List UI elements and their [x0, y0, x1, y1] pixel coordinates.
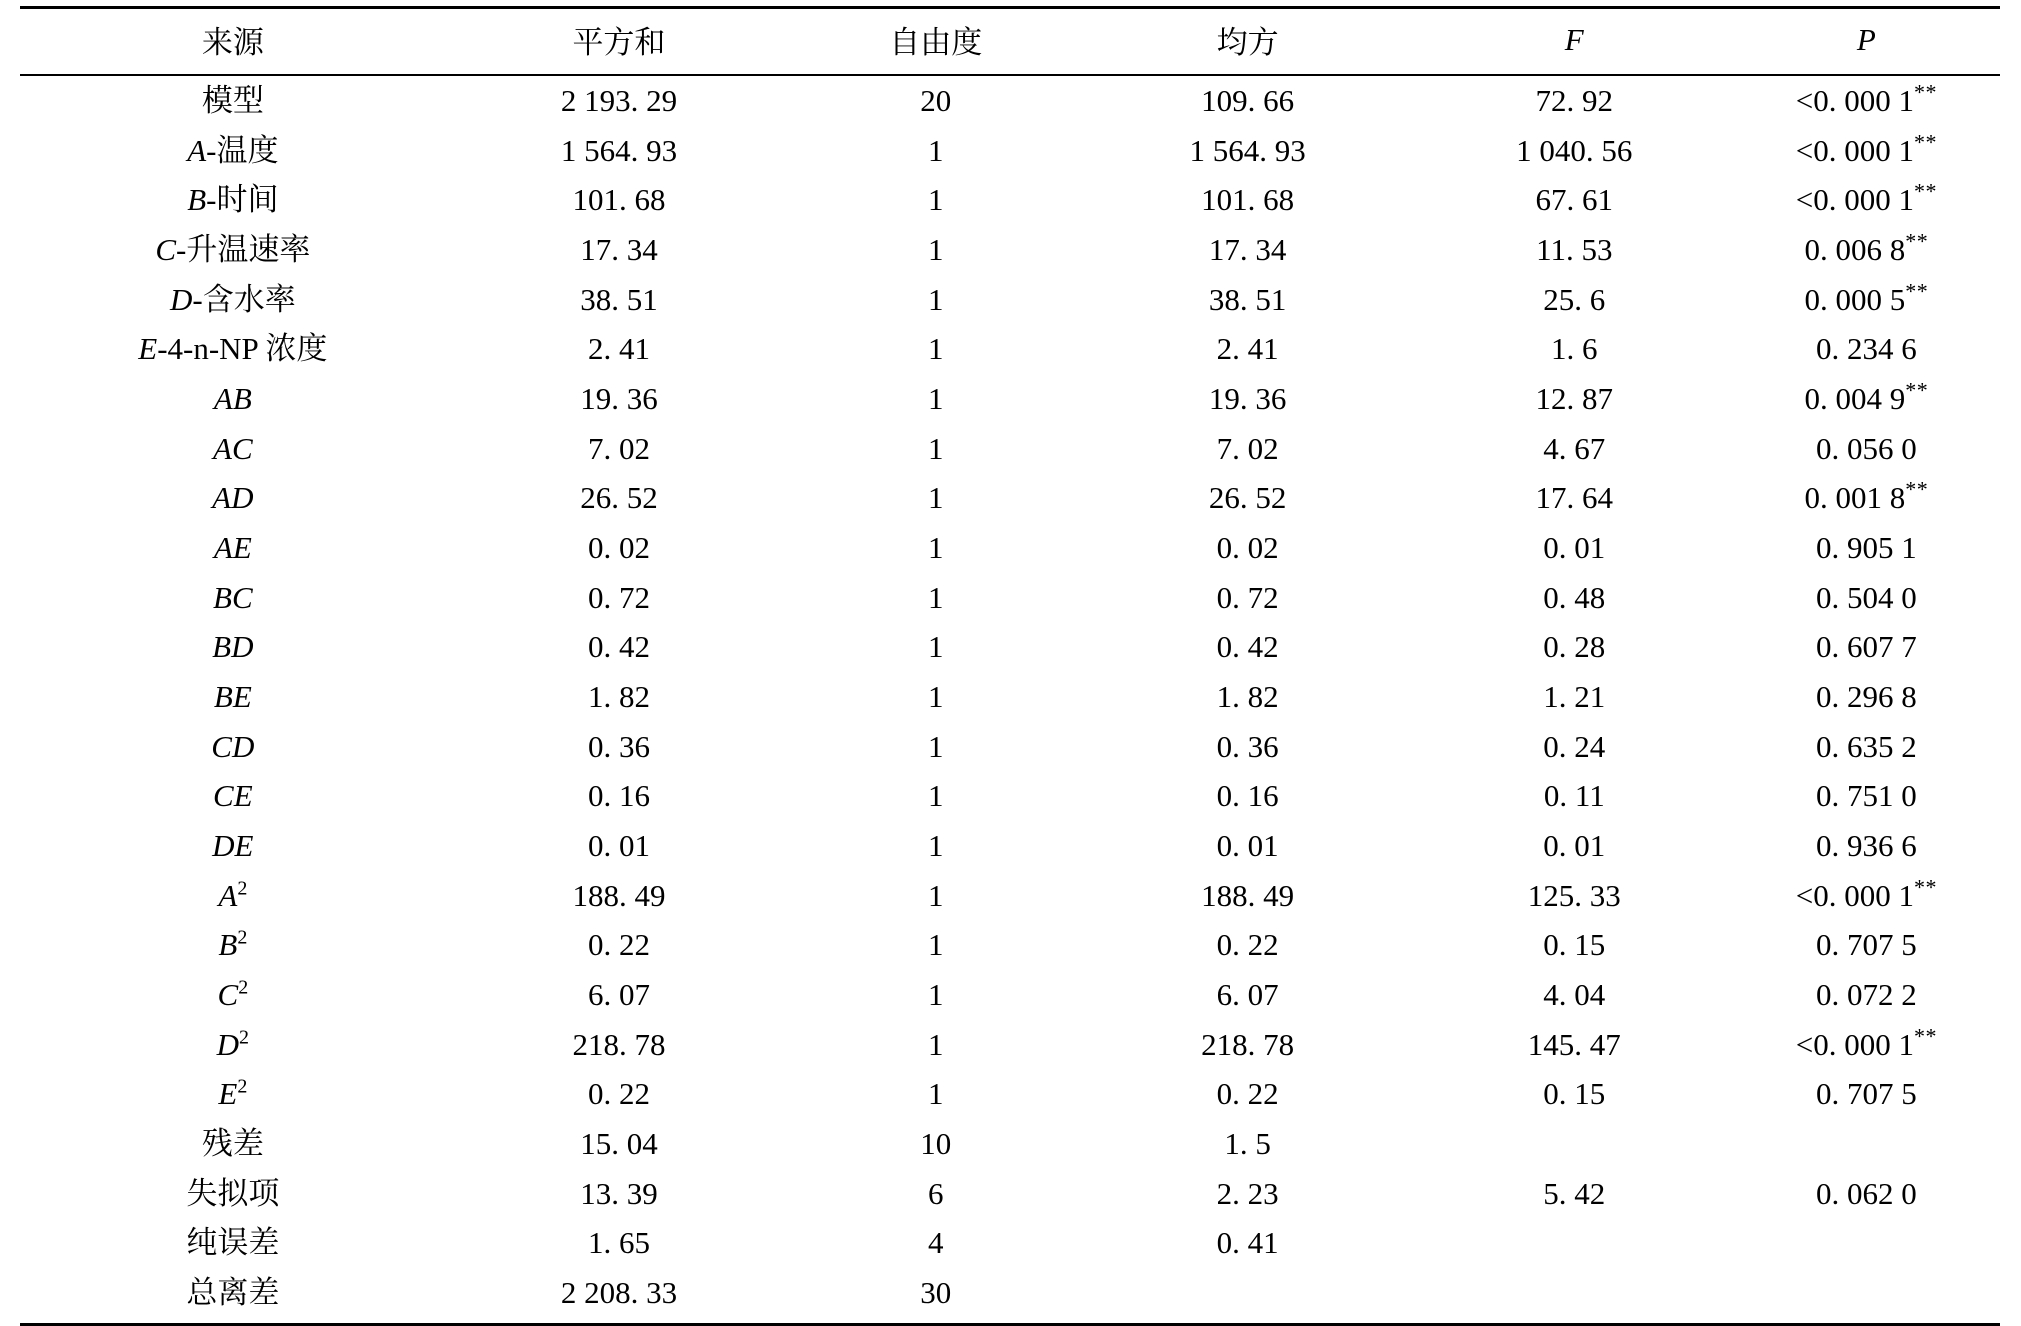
cell-f-value: 0. 24 [1543, 728, 1606, 764]
cell-sum-of-squares: 26. 52 [580, 480, 658, 516]
cell-degrees-of-freedom: 1 [927, 232, 944, 268]
cell-source: AD [212, 480, 254, 516]
cell-f-value: 67. 61 [1535, 182, 1614, 218]
cell-source: 模型 [201, 83, 264, 118]
cell-p-value: 0. 707 5 [1815, 927, 1917, 963]
cell-p-value: 0. 504 0 [1815, 579, 1917, 615]
cell-p-value: 0. 635 2 [1815, 728, 1917, 764]
table-row [20, 275, 2000, 325]
cell-p-value: 0. 001 8** [1804, 477, 1929, 516]
column-header-degrees-of-freedom: 自由度 [792, 8, 1079, 76]
cell-sum-of-squares: 0. 42 [587, 629, 650, 665]
cell-sum-of-squares: 17. 34 [580, 232, 658, 268]
table-row [20, 523, 2000, 573]
cell-p-value: 0. 000 5** [1804, 278, 1929, 317]
cell-f-value: 12. 87 [1535, 381, 1614, 417]
table-row [20, 1268, 2000, 1324]
cell-source: D-含水率 [169, 281, 296, 317]
cell-source: CE [213, 778, 253, 814]
cell-f-value: 11. 53 [1536, 232, 1613, 268]
cell-f-value [1416, 1218, 1733, 1268]
cell-f-value: 0. 01 [1543, 828, 1606, 864]
cell-f-value: 125. 33 [1527, 877, 1621, 913]
cell-degrees-of-freedom: 1 [927, 182, 944, 218]
cell-f-value [1416, 1119, 1733, 1169]
cell-p-value: <0. 000 1** [1795, 1023, 1937, 1062]
cell-sum-of-squares: 0. 36 [587, 728, 650, 764]
cell-degrees-of-freedom: 10 [920, 1126, 952, 1162]
cell-mean-square: 0. 36 [1216, 728, 1279, 764]
cell-source: AC [213, 430, 253, 466]
cell-sum-of-squares: 188. 49 [572, 877, 666, 913]
cell-p-value: 0. 004 9** [1804, 377, 1929, 417]
cell-degrees-of-freedom: 20 [920, 83, 952, 118]
cell-sum-of-squares: 1 564. 93 [560, 132, 678, 168]
table-row [20, 573, 2000, 623]
cell-degrees-of-freedom: 1 [927, 530, 944, 566]
cell-sum-of-squares: 1. 65 [587, 1225, 650, 1261]
table-row [20, 424, 2000, 474]
table-row [20, 920, 2000, 970]
cell-sum-of-squares: 6. 07 [587, 977, 650, 1013]
cell-mean-square: 19. 36 [1208, 381, 1287, 417]
cell-source: 残差 [201, 1126, 264, 1162]
cell-p-value: <0. 000 1** [1795, 179, 1937, 218]
cell-f-value: 5. 42 [1543, 1175, 1606, 1211]
cell-degrees-of-freedom: 30 [792, 1268, 1079, 1324]
cell-degrees-of-freedom: 1 [927, 728, 944, 764]
cell-sum-of-squares: 15. 04 [580, 1126, 658, 1162]
cell-source: B-时间 [187, 182, 279, 218]
cell-p-value: 0. 607 7 [1815, 629, 1917, 665]
cell-p-value: 0. 006 8** [1804, 228, 1929, 268]
cell-mean-square: 0. 22 [1216, 1076, 1279, 1112]
cell-sum-of-squares: 2 208. 33 [446, 1268, 793, 1324]
cell-sum-of-squares: 2. 41 [587, 331, 650, 367]
table-row [20, 871, 2000, 921]
header-row [20, 8, 2000, 76]
cell-degrees-of-freedom: 1 [927, 828, 944, 864]
cell-p-value: <0. 000 1** [1795, 874, 1937, 913]
cell-sum-of-squares: 1. 82 [587, 679, 650, 715]
table-row [20, 473, 2000, 523]
cell-source: $E^2$ [218, 1076, 248, 1112]
cell-sum-of-squares: 7. 02 [587, 430, 650, 466]
table-row [20, 1218, 2000, 1268]
cell-mean-square: 1. 82 [1216, 679, 1279, 715]
cell-f-value: 17. 64 [1535, 480, 1614, 516]
cell-f-value: 1. 21 [1543, 679, 1606, 715]
cell-f-value: 4. 04 [1543, 977, 1606, 1013]
table-header [20, 8, 2000, 76]
cell-f-value: 0. 28 [1543, 629, 1606, 665]
cell-source: DE [212, 828, 254, 864]
cell-mean-square: 1 564. 93 [1189, 132, 1306, 168]
cell-degrees-of-freedom: 1 [927, 430, 944, 466]
cell-f-value: 0. 15 [1543, 927, 1606, 963]
table-row [20, 126, 2000, 176]
cell-mean-square: 6. 07 [1216, 977, 1279, 1013]
table-row [20, 1119, 2000, 1169]
cell-mean-square: 2. 41 [1216, 331, 1279, 367]
table-row [20, 324, 2000, 374]
table-row [20, 821, 2000, 871]
cell-mean-square: 0. 22 [1216, 927, 1279, 963]
cell-source: BC [213, 579, 253, 615]
cell-mean-square: 0. 01 [1216, 828, 1279, 864]
cell-degrees-of-freedom: 1 [927, 281, 944, 317]
cell-mean-square: 0. 41 [1216, 1225, 1279, 1261]
cell-mean-square: 0. 02 [1216, 530, 1279, 566]
cell-mean-square [1079, 1268, 1416, 1324]
cell-mean-square: 109. 66 [1201, 83, 1295, 118]
cell-mean-square: 17. 34 [1208, 232, 1287, 268]
cell-sum-of-squares: 0. 22 [587, 927, 650, 963]
cell-mean-square: 1. 5 [1224, 1126, 1271, 1162]
cell-source: E-4-n-NP 浓度 [138, 331, 328, 367]
cell-source: AE [213, 530, 252, 566]
cell-f-value: 0. 48 [1543, 579, 1606, 615]
cell-mean-square: 0. 16 [1216, 778, 1279, 814]
cell-p-value: 0. 234 6 [1815, 331, 1917, 367]
cell-p-value [1733, 1119, 2000, 1169]
cell-source: AB [213, 381, 252, 417]
cell-sum-of-squares: 0. 16 [587, 778, 650, 814]
table-row [20, 1169, 2000, 1219]
cell-degrees-of-freedom: 1 [927, 331, 944, 367]
cell-mean-square: 38. 51 [1208, 281, 1287, 317]
cell-p-value [1733, 1218, 2000, 1268]
cell-degrees-of-freedom: 1 [927, 381, 944, 417]
anova-table [20, 6, 2000, 1326]
cell-degrees-of-freedom: 1 [927, 579, 944, 615]
cell-p-value: 0. 707 5 [1815, 1076, 1917, 1112]
cell-f-value: 1 040. 56 [1516, 132, 1633, 168]
cell-p-value: 0. 936 6 [1815, 828, 1917, 864]
cell-source: $D^2$ [216, 1026, 250, 1062]
cell-p-value: 0. 062 0 [1815, 1175, 1917, 1211]
cell-p-value: 0. 296 8 [1815, 679, 1917, 715]
column-header-mean-square: 均方 [1079, 8, 1416, 76]
cell-degrees-of-freedom: 1 [927, 927, 944, 963]
cell-f-value: 4. 67 [1543, 430, 1606, 466]
cell-source: 总离差 [20, 1268, 446, 1324]
cell-degrees-of-freedom: 1 [927, 679, 944, 715]
cell-sum-of-squares: 0. 72 [587, 579, 650, 615]
cell-source: BE [213, 679, 252, 715]
table-row [20, 722, 2000, 772]
cell-f-value: 0. 01 [1543, 530, 1606, 566]
cell-source: A-温度 [187, 132, 279, 168]
column-header-sum-of-squares: 平方和 [446, 8, 793, 76]
cell-source: $A^2$ [218, 877, 248, 913]
cell-source: CD [211, 728, 255, 764]
cell-source: $B^2$ [218, 927, 248, 963]
table-row [20, 1069, 2000, 1119]
cell-f-value: 0. 15 [1543, 1076, 1606, 1112]
cell-sum-of-squares: 0. 02 [587, 530, 650, 566]
cell-sum-of-squares: 218. 78 [572, 1026, 666, 1062]
table-row [20, 622, 2000, 672]
cell-mean-square: 26. 52 [1208, 480, 1287, 516]
cell-degrees-of-freedom: 1 [927, 977, 944, 1013]
table-row [20, 970, 2000, 1020]
cell-p-value: 0. 056 0 [1815, 430, 1917, 466]
cell-mean-square: 0. 42 [1216, 629, 1279, 665]
cell-sum-of-squares: 38. 51 [580, 281, 658, 317]
table-body [20, 75, 2000, 1324]
cell-degrees-of-freedom: 1 [927, 629, 944, 665]
cell-degrees-of-freedom: 1 [927, 1026, 944, 1062]
cell-sum-of-squares: 19. 36 [580, 381, 658, 417]
cell-mean-square: 218. 78 [1201, 1026, 1295, 1062]
cell-source: 失拟项 [186, 1175, 280, 1211]
table-row [20, 374, 2000, 424]
cell-sum-of-squares: 0. 01 [587, 828, 650, 864]
cell-source: $C^2$ [217, 976, 249, 1013]
cell-p-value: 0. 751 0 [1815, 778, 1917, 814]
cell-f-value: 145. 47 [1527, 1026, 1621, 1062]
cell-degrees-of-freedom: 1 [927, 1076, 944, 1112]
cell-p-value: 0. 072 2 [1815, 977, 1917, 1013]
table-row [20, 75, 2000, 126]
cell-degrees-of-freedom: 1 [927, 132, 944, 168]
cell-sum-of-squares: 13. 39 [580, 1175, 658, 1211]
cell-mean-square: 101. 68 [1201, 182, 1295, 218]
cell-p-value [1733, 1268, 2000, 1324]
column-header-source: 来源 [20, 8, 446, 76]
cell-mean-square: 2. 23 [1216, 1175, 1279, 1211]
table-row [20, 175, 2000, 225]
cell-p-value: <0. 000 1** [1795, 79, 1937, 118]
cell-source: 纯误差 [186, 1225, 280, 1261]
column-header-p-value: P [1733, 8, 2000, 76]
cell-f-value: 25. 6 [1543, 281, 1606, 317]
cell-p-value: 0. 905 1 [1815, 530, 1917, 566]
cell-sum-of-squares: 2 193. 29 [560, 83, 678, 118]
cell-degrees-of-freedom: 1 [927, 778, 944, 814]
cell-source: BD [212, 629, 254, 665]
table-row [20, 771, 2000, 821]
column-header-f-value: F [1416, 8, 1733, 76]
anova-table-container [0, 6, 2021, 1326]
cell-degrees-of-freedom: 4 [927, 1225, 944, 1261]
cell-sum-of-squares: 101. 68 [572, 182, 666, 218]
cell-degrees-of-freedom: 6 [927, 1175, 944, 1211]
cell-source: C-升温速率 [155, 232, 311, 268]
table-row [20, 225, 2000, 275]
cell-degrees-of-freedom: 1 [927, 877, 944, 913]
cell-mean-square: 0. 72 [1216, 579, 1279, 615]
cell-f-value: 0. 11 [1543, 778, 1605, 814]
cell-p-value: <0. 000 1** [1795, 129, 1937, 168]
cell-mean-square: 7. 02 [1216, 430, 1279, 466]
cell-f-value: 1. 6 [1551, 331, 1598, 367]
cell-f-value: 72. 92 [1535, 83, 1614, 118]
table-row [20, 672, 2000, 722]
cell-f-value [1416, 1268, 1733, 1324]
cell-sum-of-squares: 0. 22 [587, 1076, 650, 1112]
cell-mean-square: 188. 49 [1201, 877, 1295, 913]
cell-degrees-of-freedom: 1 [927, 480, 944, 516]
table-row [20, 1020, 2000, 1070]
